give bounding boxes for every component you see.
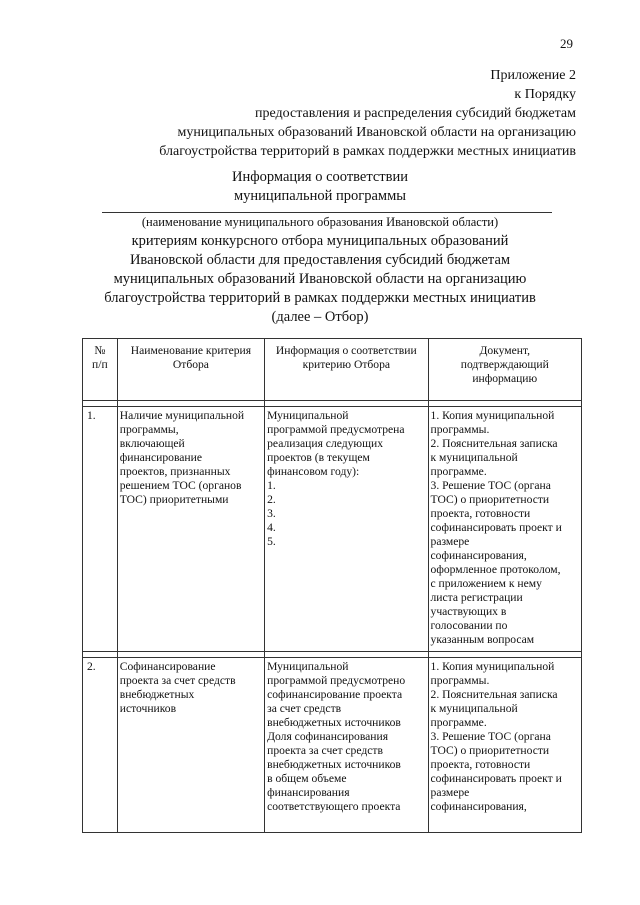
cell-line: 4.: [267, 521, 276, 534]
cell-line: софинансирования,: [430, 549, 527, 562]
cell-line: 5.: [267, 535, 276, 548]
header-criterion: [117, 339, 264, 401]
cell-line: включающей: [119, 437, 185, 450]
header-text: критерию Отбора: [302, 358, 391, 371]
cell-line: проектов (в текущем: [267, 451, 370, 464]
blank-caption: (наименование муниципального образования Ивановской области): [141, 215, 499, 229]
cell-line: Муниципальной: [267, 660, 349, 673]
header-text: п/п: [92, 358, 108, 371]
cell-line: программе.: [430, 465, 487, 478]
header-text: Отбора: [172, 358, 209, 371]
cell-line: к муниципальной: [430, 451, 518, 464]
cell-line: программой предусмотрена: [267, 423, 405, 436]
page-number: 29: [560, 36, 573, 51]
row-num: 2.: [83, 658, 118, 833]
table-header-row: [83, 339, 582, 401]
cell-line: размере: [430, 535, 470, 548]
cell-line: программы,: [119, 423, 179, 436]
cell-line: 1. Копия муниципальной: [430, 660, 555, 673]
cell-line: 1. Копия муниципальной: [430, 409, 555, 422]
cell-line: софинансирования,: [430, 800, 527, 813]
cell-line: проекта, готовности: [430, 758, 531, 771]
cell-line: решением ТОС (органов: [119, 479, 242, 492]
cell-line: в общем объеме: [267, 772, 347, 785]
row-criterion: [117, 658, 264, 833]
criteria-title: [0, 232, 640, 327]
table-row: [83, 407, 582, 652]
info-title-line: Информация о соответствии: [231, 169, 409, 185]
cell-line: внебюджетных: [119, 688, 195, 701]
cell-line: финансирование: [119, 451, 202, 464]
cell-line: ТОС) о приоритетности: [430, 493, 550, 506]
cell-line: внебюджетных источников: [267, 716, 401, 729]
cell-line: соответствующего проекта: [267, 800, 401, 813]
cell-line: 3. Решение ТОС (органа: [430, 479, 551, 492]
cell-line: 2.: [267, 493, 276, 506]
cell-line: указанным вопросам: [430, 633, 535, 646]
cell-line: оформленное протоколом,: [430, 563, 561, 576]
cell-line: софинансирование проекта: [267, 688, 403, 701]
cell-line: 1.: [267, 479, 276, 492]
cell-line: программы.: [430, 423, 490, 436]
cell-line: 2. Пояснительная записка: [430, 688, 558, 701]
cell-line: участвующих в: [430, 605, 507, 618]
appendix-line: предоставления и распределения субсидий бюджетам: [254, 106, 576, 121]
header-text: информацию: [472, 372, 538, 385]
appendix-line: муниципальных образований Ивановской области на организацию: [177, 125, 576, 140]
cell-line: ТОС) приоритетными: [119, 493, 229, 506]
cell-line: 3.: [267, 507, 276, 520]
cell-line: источников: [119, 702, 177, 715]
cell-line: программой предусмотрено: [267, 674, 406, 687]
blank-fill-line: [102, 212, 552, 213]
info-title-line: муниципальной программы: [233, 188, 407, 204]
row-info: [265, 658, 428, 833]
cell-line: программе.: [430, 716, 487, 729]
cell-line: проекта, готовности: [430, 507, 531, 520]
info-title: [0, 168, 640, 206]
cell-line: финансирования: [267, 786, 350, 799]
cell-line: размере: [430, 786, 470, 799]
cell-line: реализация следующих: [267, 437, 384, 450]
table-row: [83, 658, 582, 833]
appendix-line: благоустройства территорий в рамках поддержки местных инициатив: [159, 144, 576, 159]
cell-line: проекта за счет средств: [119, 674, 236, 687]
row-info: [265, 407, 428, 652]
cell-line: 2. Пояснительная записка: [430, 437, 558, 450]
cell-line: софинансировать проект и: [430, 772, 562, 785]
header-info: [265, 339, 428, 401]
cell-line: с приложением к нему: [430, 577, 542, 590]
appendix-line: Приложение 2: [490, 68, 576, 83]
appendix-line: к Порядку: [514, 87, 576, 102]
header-text: Информация о соответствии: [275, 344, 417, 357]
row-document: [428, 658, 581, 833]
cell-line: ТОС) о приоритетности: [430, 744, 550, 757]
header-text: подтверждающий: [460, 358, 549, 371]
cell-line: Доля софинансирования: [267, 730, 389, 743]
cell-line: за счет средств: [267, 702, 342, 715]
row-criterion: [117, 407, 264, 652]
cell-line: проекта за счет средств: [267, 744, 383, 757]
criteria-title-line: муниципальных образований Ивановской области на организацию: [113, 271, 527, 287]
row-num: 1.: [83, 407, 118, 652]
header-document: [428, 339, 581, 401]
header-text: №: [94, 344, 106, 357]
cell-line: Муниципальной: [267, 409, 349, 422]
criteria-title-line: (далее – Отбор): [271, 309, 369, 325]
cell-line: внебюджетных источников: [267, 758, 401, 771]
cell-line: к муниципальной: [430, 702, 518, 715]
header-text: Документ,: [479, 344, 531, 357]
appendix-header: [56, 66, 576, 161]
cell-line: 3. Решение ТОС (органа: [430, 730, 551, 743]
cell-line: голосовании по: [430, 619, 508, 632]
cell-line: проектов, признанных: [119, 465, 231, 478]
row-document: [428, 407, 581, 652]
cell-line: листа регистрации: [430, 591, 523, 604]
cell-line: софинансировать проект и: [430, 521, 562, 534]
criteria-title-line: благоустройства территорий в рамках поддержки местных инициатив: [104, 290, 536, 306]
cell-line: Софинансирование: [119, 660, 216, 673]
header-num: [83, 339, 118, 401]
cell-line: Наличие муниципальной: [119, 409, 245, 422]
cell-line: финансовом году):: [267, 465, 360, 478]
criteria-table: [82, 338, 582, 833]
criteria-title-line: Ивановской области для предоставления субсидий бюджетам: [129, 252, 511, 268]
cell-line: программы.: [430, 674, 490, 687]
criteria-title-line: критериям конкурсного отбора муниципальных образований: [131, 233, 509, 249]
header-text: Наименование критерия: [130, 344, 252, 357]
